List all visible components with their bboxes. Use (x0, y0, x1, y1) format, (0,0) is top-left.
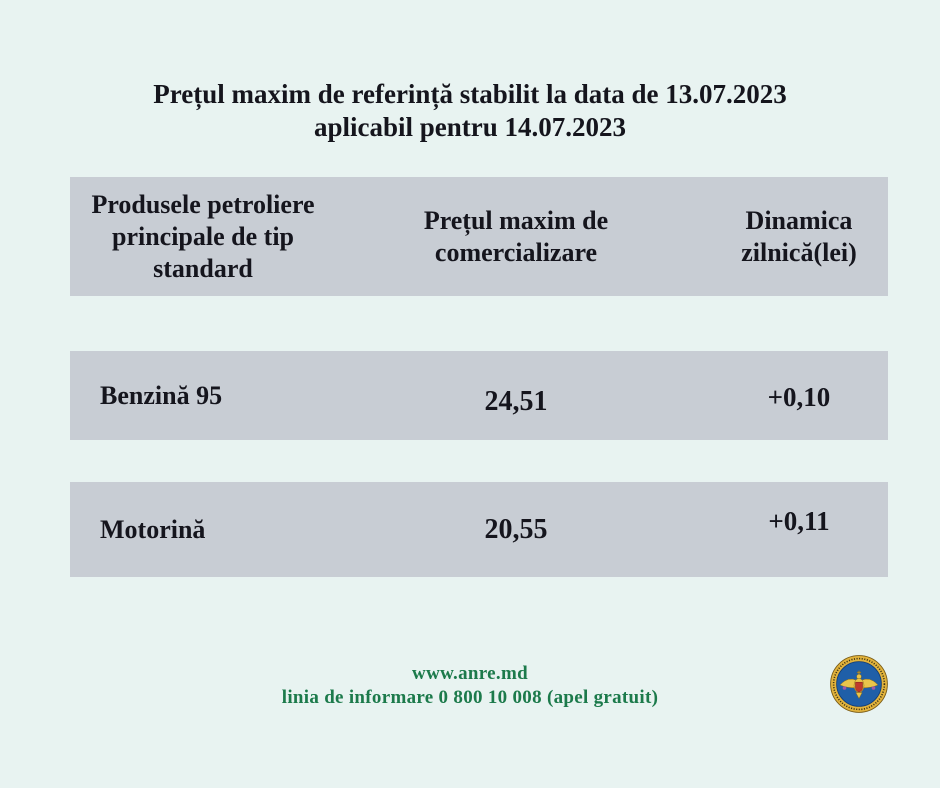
header-products-label: Produsele petroliere principale de tip standard (91, 189, 315, 283)
product-name-cell (70, 381, 336, 411)
page-title (0, 78, 940, 144)
table-row-benzina-95 (70, 351, 888, 440)
price-motorina: 20,55 (484, 513, 548, 545)
dynamic-cell (696, 506, 888, 545)
title-line-2: aplicabil pentru 14.07.2023 (313, 112, 627, 142)
header-cell-products (70, 189, 336, 285)
table-header-row (70, 177, 888, 296)
product-name-cell (70, 515, 336, 545)
header-max-price-label: Prețul maxim de comercializare (423, 205, 609, 267)
footer-info-line: linia de informare 0 800 10 008 (apel gratuit) (281, 687, 659, 708)
table-row-motorina (70, 482, 888, 577)
title-line-1: Prețul maxim de referință stabilit la data de 13.07.2023 (153, 79, 787, 109)
dynamic-benzina-95: +0,10 (767, 382, 831, 412)
price-cell (336, 380, 696, 417)
moldova-state-emblem-icon (830, 655, 888, 713)
anre-logo (830, 655, 888, 713)
price-cell (336, 514, 696, 546)
product-name-benzina-95: Benzină 95 (100, 380, 223, 410)
header-daily-dynamic-label: Dinamica zilnică(lei) (741, 205, 857, 267)
footer-contact-info (0, 662, 940, 710)
price-benzina-95: 24,51 (484, 385, 548, 417)
product-name-motorina: Motorină (100, 514, 206, 544)
header-cell-daily-dynamic (696, 205, 888, 269)
header-cell-max-price (336, 205, 696, 269)
footer-website: www.anre.md (412, 663, 528, 684)
dynamic-motorina: +0,11 (768, 506, 830, 536)
dynamic-cell (696, 380, 888, 411)
